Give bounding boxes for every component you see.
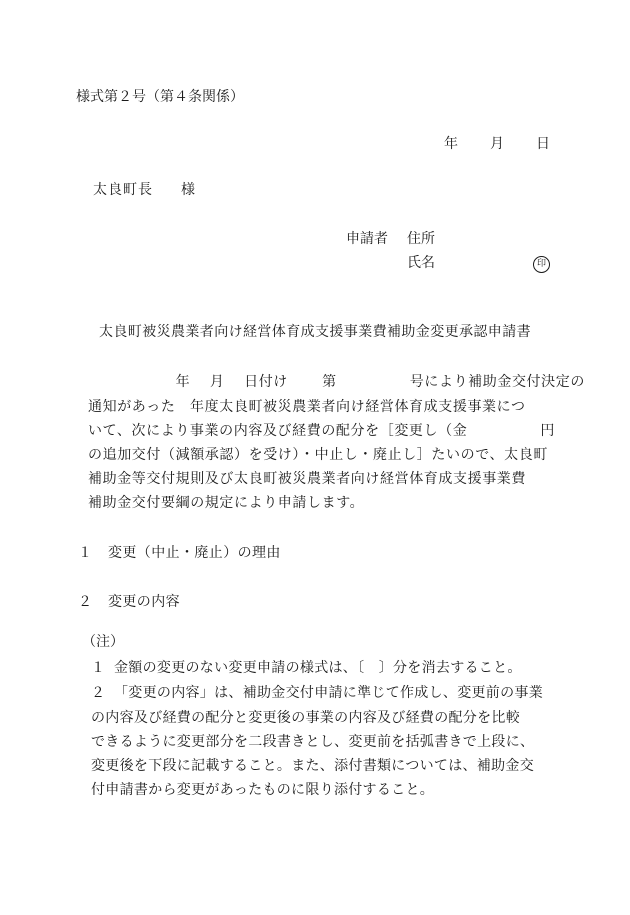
date-month-label: 月 [490,136,504,152]
note-2-number: ２ [91,685,105,701]
applicant-name-label: 氏名 [407,255,435,271]
note-2-text: 「変更の内容」は、補助金交付申請に準じて作成し、変更前の事業 [114,685,543,701]
note-1-text: 金額の変更のない変更申請の様式は、〔 〕分を消去すること。 [114,660,522,676]
body-line: いて、次により事業の内容及び経費の配分を［変更し（金 円 [88,423,555,439]
notes-heading: （注） [82,634,124,650]
addressee-honorific: 様 [181,182,195,198]
note-1-number: １ [91,660,105,676]
addressee-name: 太良町長 [93,182,153,198]
note-2-text: 付申請書から変更があったものに限り添付すること。 [91,782,435,798]
form-number: 様式第２号（第４条関係） [76,89,244,105]
body-line: 補助金交付要綱の規定により申請します。 [88,495,365,511]
note-2-text: の内容及び経費の配分と変更後の事業の内容及び経費の配分を比較 [91,710,520,726]
body-line: の追加交付（減額承認）を受け）・中止し・廃止し］たいので、太良町 [88,447,548,463]
note-2-text: 変更後を下段に記載すること。また、添付書類については、補助金交 [91,758,535,774]
body-line: 通知があった 年度太良町被災農業者向け経営体育成支援事業につ [88,399,526,415]
seal-mark [533,255,550,273]
section-1-number: １ [78,545,92,561]
applicant-role: 申請者 [346,231,388,247]
document-title: 太良町被災農業者向け経営体育成支援事業費補助金変更承認申請書 [99,324,531,340]
seal-icon: 印 [533,256,550,273]
section-1-label: 変更（中止・廃止）の理由 [108,545,281,561]
section-2-number: ２ [78,594,92,610]
note-2-text: できるように変更部分を二段書きとし、変更前を括弧書きで上段に、 [91,734,535,750]
applicant-address-label: 住所 [407,231,435,247]
body-line: 年 月 日付け 第 号により補助金交付決定の [88,374,585,390]
section-2-label: 変更の内容 [108,594,180,610]
date-day-label: 日 [536,136,550,152]
body-line: 補助金等交付規則及び太良町被災農業者向け経営体育成支援事業費 [88,471,526,487]
date-year-label: 年 [444,136,458,152]
